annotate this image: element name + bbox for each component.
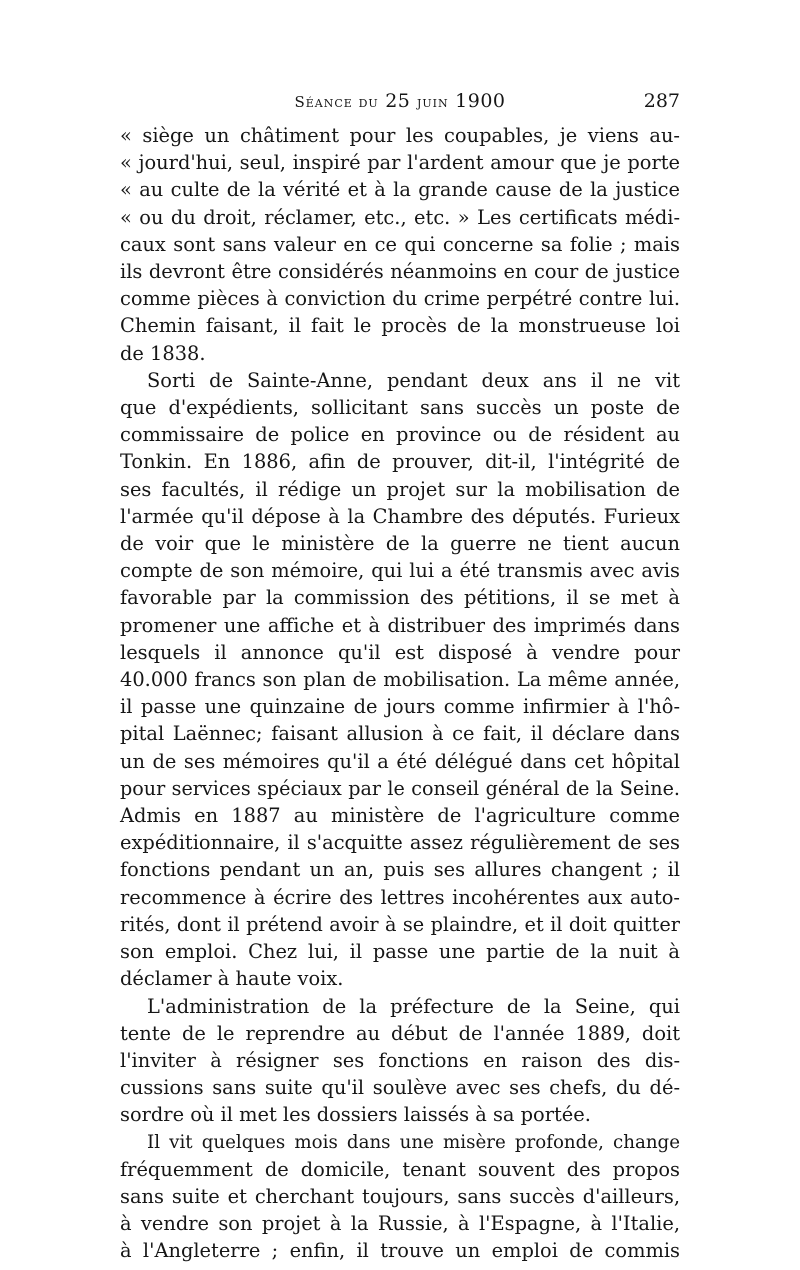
text-line: son emploi. Chez lui, il passe une partie de la nuit à <box>120 940 680 964</box>
running-title-year: 1900 <box>455 90 506 112</box>
text-line: commissaire de police en province ou de résident au <box>120 423 680 447</box>
running-title-month: juin <box>416 93 449 111</box>
text-line: l'armée qu'il dépose à la Chambre des députés. Furieux <box>120 504 680 528</box>
text-line: Il vit quelques mois dans une misère profonde, change <box>147 1131 680 1153</box>
text-line: Sorti de Sainte-Anne, pendant deux ans il ne vit <box>147 368 680 392</box>
text-line: que d'expédients, sollicitant sans succès un poste de <box>120 396 680 420</box>
text-line: Tonkin. En 1886, afin de prouver, dit-il, l'intégrité de <box>120 450 680 474</box>
text-line: de 1838. <box>120 341 206 365</box>
text-line: comme pièces à conviction du crime perpétré contre lui. <box>120 287 680 311</box>
text-line: fonctions pendant un an, puis ses allures changent ; il <box>120 858 680 882</box>
text-line: « siège un châtiment pour les coupables, je viens au- <box>120 124 680 147</box>
text-line: lesquels il annonce qu'il est disposé à vendre pour <box>120 640 680 664</box>
text-line: tente de le reprendre au début de l'année 1889, doit <box>120 1021 680 1045</box>
text-line: 40.000 francs son plan de mobilisation. La même année, <box>120 668 680 692</box>
text-line: sordre où il met les dossiers laissés à sa portée. <box>120 1103 591 1127</box>
text-line: à l'Angleterre ; enfin, il trouve un emploi de commis <box>120 1239 680 1263</box>
text-line: de voir que le ministère de la guerre ne tient aucun <box>120 532 680 556</box>
book-page <box>120 88 680 1265</box>
text-line: L'administration de la préfecture de la Seine, qui <box>147 994 680 1018</box>
text-line: sans suite et cherchant toujours, sans succès d'ailleurs, <box>120 1184 680 1208</box>
text-line: pour services spéciaux par le conseil général de la Seine. <box>120 776 680 800</box>
text-line: l'inviter à résigner ses fonctions en raison des dis- <box>120 1048 680 1072</box>
running-title <box>120 90 680 112</box>
running-head <box>120 88 680 122</box>
text-line: à vendre son projet à la Russie, à l'Espagne, à l'Italie, <box>120 1212 680 1236</box>
running-title-seance: Séance du <box>294 93 379 111</box>
text-line: fréquemment de domicile, tenant souvent des propos <box>120 1157 680 1181</box>
text-line: il passe une quinzaine de jours comme infirmier à l'hô- <box>120 695 680 719</box>
text-line: Chemin faisant, il fait le procès de la monstrueuse loi <box>120 314 680 338</box>
text-line: Admis en 1887 au ministère de l'agriculture comme <box>120 804 680 828</box>
text-line: déclamer à haute voix. <box>120 967 344 991</box>
text-line: rités, dont il prétend avoir à se plaindre, et il doit quitter <box>120 912 680 936</box>
text-line: ses facultés, il rédige un projet sur la mobilisation de <box>120 477 680 501</box>
text-line: caux sont sans valeur en ce qui concerne sa folie ; mais <box>120 232 680 256</box>
text-line: pital Laënnec; faisant allusion à ce fait, il déclare dans <box>120 722 680 746</box>
text-line: « jourd'hui, seul, inspiré par l'ardent amour que je porte <box>120 151 680 175</box>
text-line: compte de son mémoire, qui lui a été transmis avec avis <box>120 559 680 583</box>
text-line: « ou du droit, réclamer, etc., etc. » Les certificats médi- <box>120 205 680 229</box>
text-line: favorable par la commission des pétitions, il se met à <box>120 586 680 610</box>
text-line: recommence à écrire des lettres incohérentes aux auto- <box>120 885 680 909</box>
text-line: un de ses mémoires qu'il a été délégué dans cet hôpital <box>120 749 680 773</box>
text-line: « au culte de la vérité et à la grande cause de la justice <box>120 178 680 202</box>
text-line: ils devront être considérés néanmoins en cour de justice <box>120 260 680 284</box>
page-number: 287 <box>643 90 680 112</box>
running-title-day: 25 <box>385 90 411 112</box>
text-line: cussions sans suite qu'il soulève avec ses chefs, du dé- <box>120 1076 680 1100</box>
text-line: expéditionnaire, il s'acquitte assez régulièrement de ses <box>120 831 680 855</box>
body-text <box>120 122 680 1265</box>
text-line: promener une affiche et à distribuer des imprimés dans <box>120 613 680 637</box>
